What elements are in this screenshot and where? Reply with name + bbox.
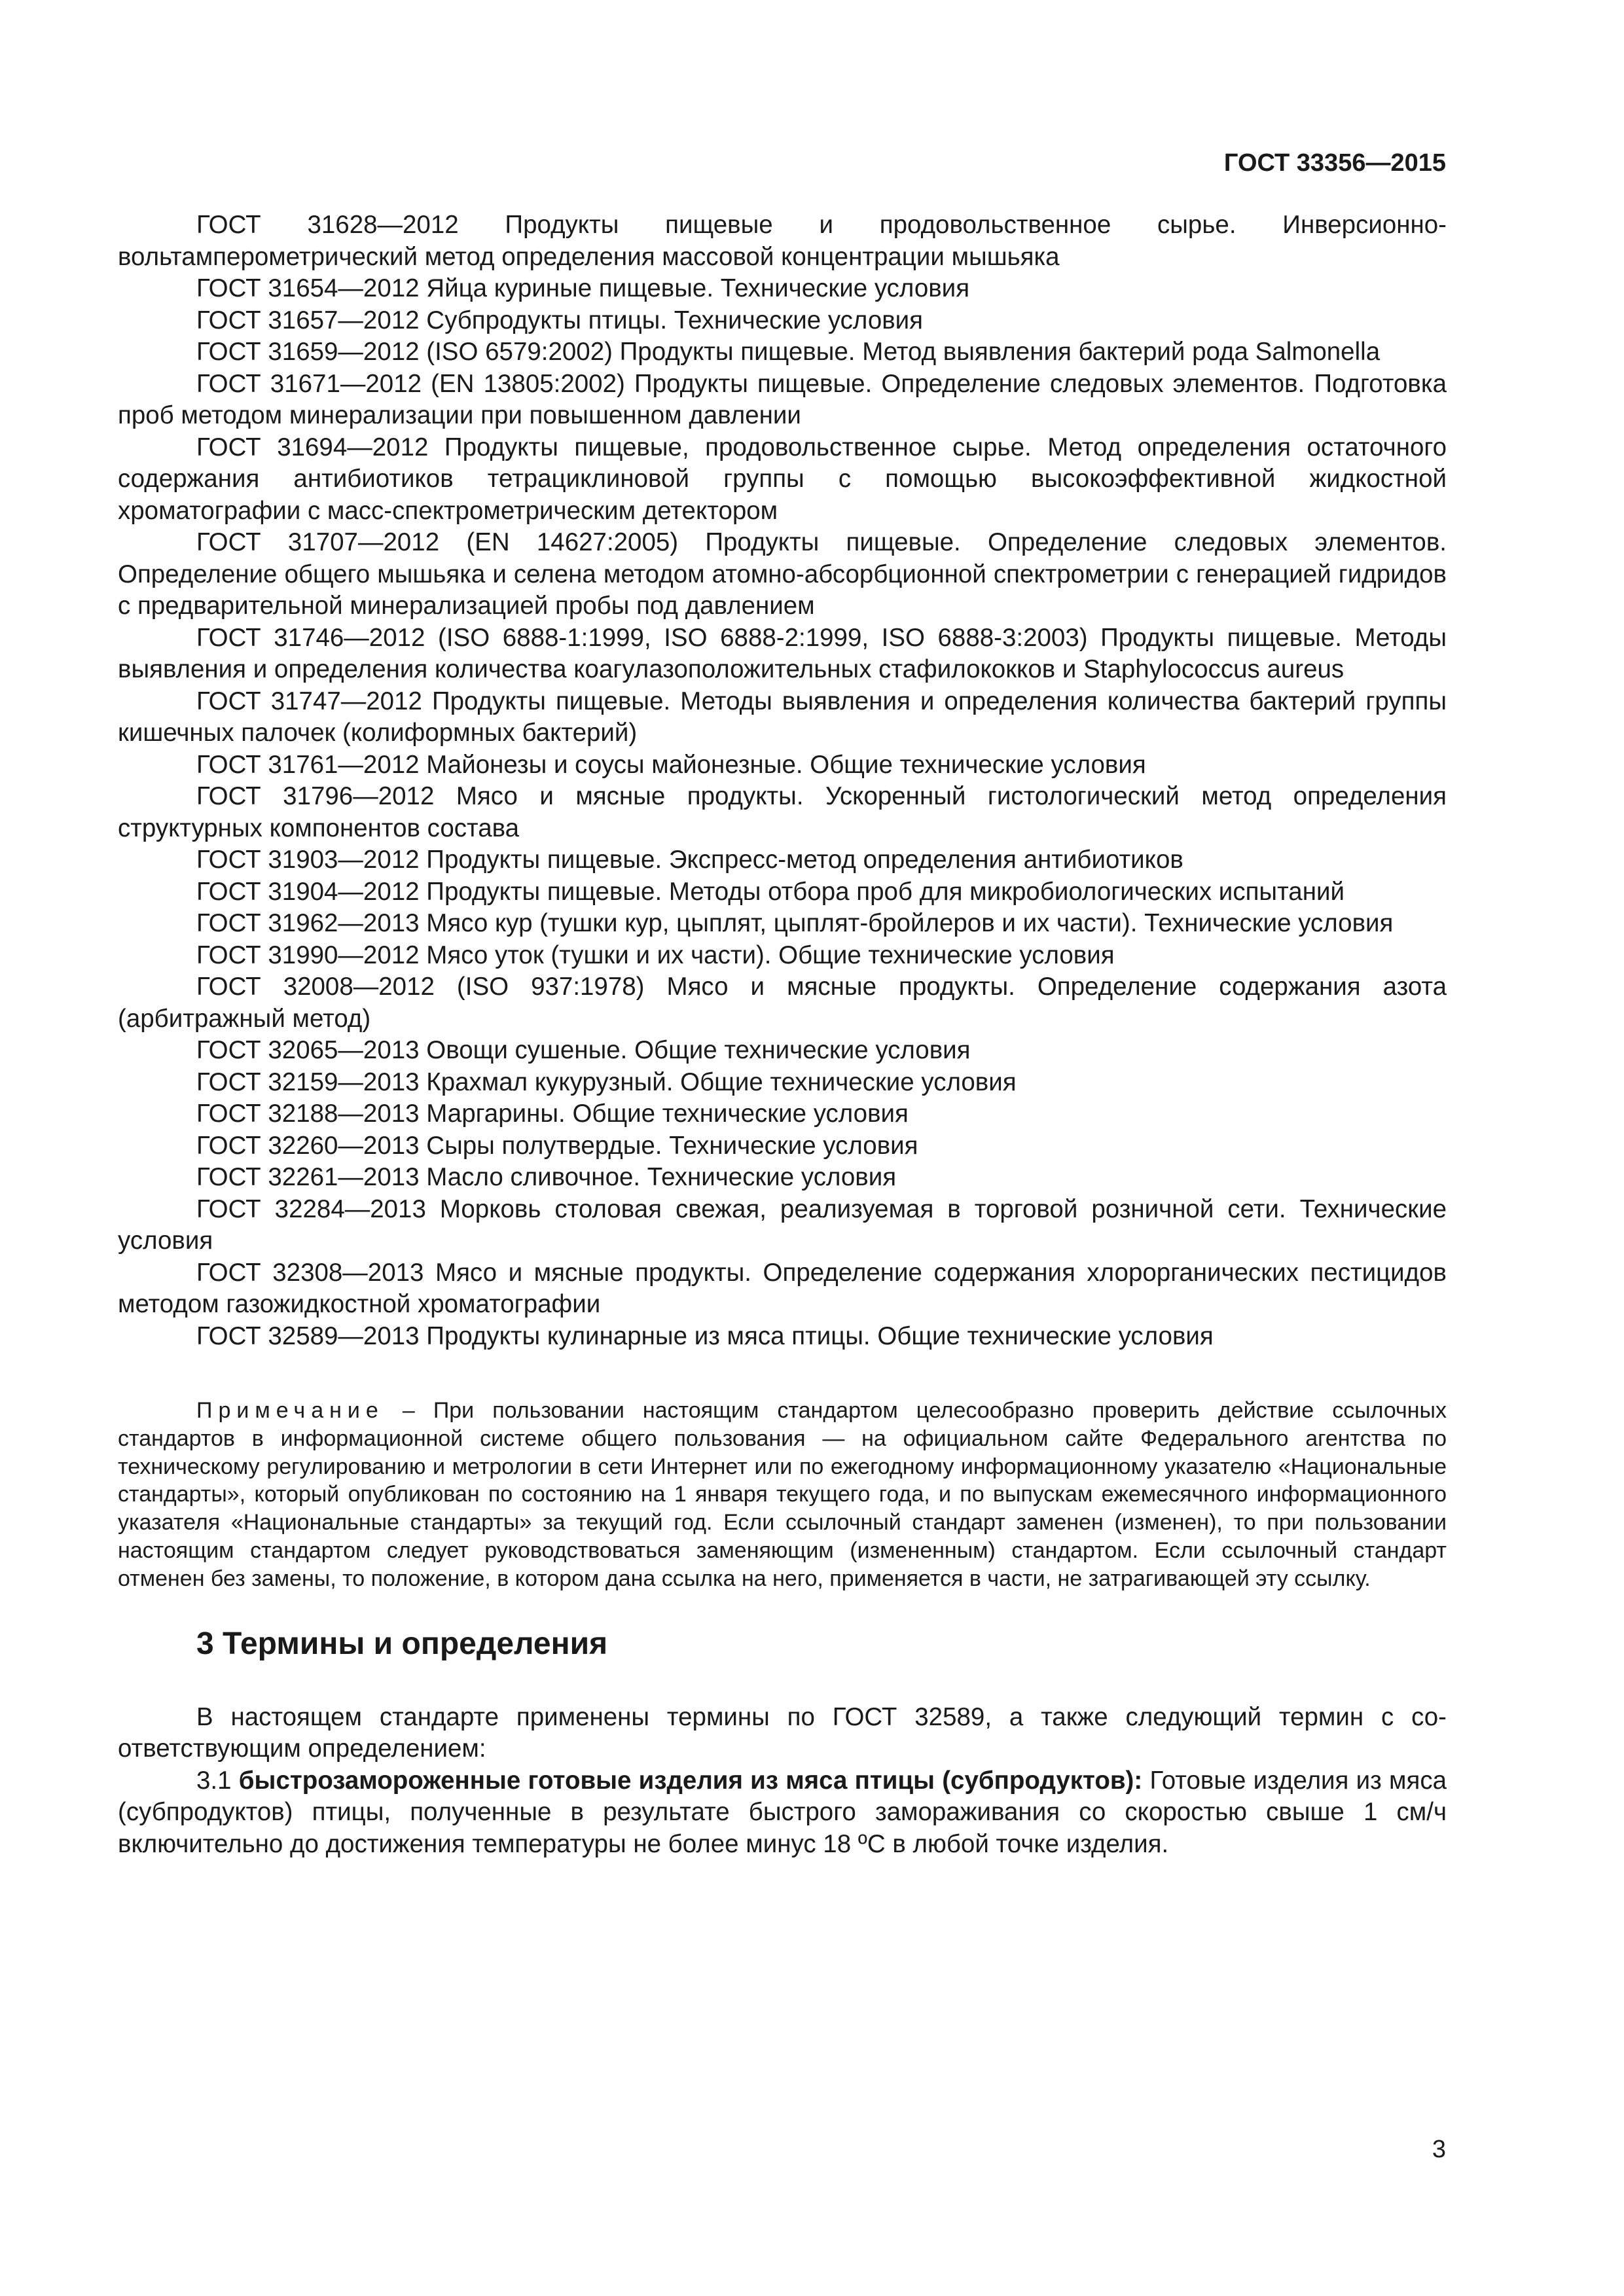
reference-item: ГОСТ 31904—2012 Продукты пищевые. Методы отбора проб для микробиологических испытаний: [196, 877, 1344, 906]
reference-item: ГОСТ 31694—2012 Продукты пищевые, продовольственное сырье. Метод определения остаточного содержания антибиотиков тетрациклиновой группы с помощью высокоэффективной жидкостной хроматографии с масс-спектрометрическим детектором: [118, 433, 1447, 525]
reference-item: ГОСТ 31761—2012 Майонезы и соусы майонезные. Общие технические условия: [196, 750, 1146, 779]
reference-item: ГОСТ 32308—2013 Мясо и мясные продукты. Определение содержания хлорорганических пестицидов методом газожидкостной хроматографии: [118, 1258, 1447, 1318]
reference-item: ГОСТ 31962—2013 Мясо кур (тушки кур, цыплят, цыплят-бройлеров и их части). Технические условия: [196, 909, 1394, 937]
reference-item: ГОСТ 31654—2012 Яйца куриные пищевые. Технические условия: [196, 274, 970, 302]
note-label: Примечание: [196, 1398, 384, 1423]
reference-item: ГОСТ 31903—2012 Продукты пищевые. Экспресс-метод определения антибиотиков: [196, 846, 1183, 874]
section-3-title: 3 Термины и определения: [196, 1626, 608, 1661]
reference-item: ГОСТ 32159—2013 Крахмал кукурузный. Общие технические условия: [196, 1067, 1017, 1096]
reference-item: ГОСТ 32188—2013 Маргарины. Общие технические условия: [196, 1100, 909, 1128]
document-code-header: ГОСТ 33356—2015: [1223, 149, 1446, 177]
reference-item: ГОСТ 31746—2012 (ISO 6888-1:1999, ISO 6888-2:1999, ISO 6888-3:2003) Продукты пищевые. Методы выявления и определения количества коагулазоположительных стафилококков и Staphylococcus aureus: [118, 623, 1447, 683]
reference-item: ГОСТ 31657—2012 Субпродукты птицы. Технические условия: [196, 306, 924, 334]
reference-item: ГОСТ 32261—2013 Масло сливочное. Технические условия: [196, 1163, 897, 1191]
reference-item: ГОСТ 31796—2012 Мясо и мясные продукты. Ускоренный гистологический метод определения структурных компонентов состава: [118, 782, 1447, 842]
reference-item: ГОСТ 32008—2012 (ISO 937:1978) Мясо и мясные продукты. Определение содержания азота (арбитражный метод): [118, 973, 1447, 1033]
definition-number: 3.1: [196, 1766, 232, 1795]
page-content: [118, 209, 1447, 1860]
definition-3-1: [118, 1765, 1447, 1861]
reference-item: ГОСТ 31671—2012 (EN 13805:2002) Продукты пищевые. Определение следовых элементов. Подготовка проб методом минерализации при повышенном давлении: [118, 369, 1447, 429]
definition-text: Готовые изделия из мяса (субпродуктов) птицы, полученные в результате быстрого замораживания со скоростью свыше 1 см/ч включительно до достижения температуры не более минус 18 ºC в любой точке изделия.: [118, 1766, 1447, 1858]
reference-item: ГОСТ 32589—2013 Продукты кулинарные из мяса птицы. Общие технические условия: [196, 1321, 1214, 1350]
page-number: 3: [1432, 2136, 1446, 2163]
reference-item: ГОСТ 31990—2012 Мясо уток (тушки и их части). Общие технические условия: [196, 941, 1115, 969]
note-text: – При пользовании настоящим стандартом целесообразно проверить действие ссылочных стандартов в информационной системе общего пользования — на официальном сайте Федерального агентства по техническому регулированию и метрологии в сети Интернет или по ежегодному информационному указателю «Национальные стандарты», который опубликован по состоянию на 1 января текущего года, и по выпускам ежемесячного информационного указателя «Национальные стандарты» за текущий год. Если ссылочный стандарт заменен (изменен), то при пользовании настоящим стандартом следует руководствоваться заменяющим (измененным) стандартом. Если ссылочный стандарт отменен без замены, то положение, в котором дана ссылка на него, применяется в части, не затрагивающей эту ссылку.: [118, 1398, 1447, 1591]
reference-item: ГОСТ 31747—2012 Продукты пищевые. Методы выявления и определения количества бактерий группы кишечных палочек (колиформных бактерий): [118, 687, 1447, 747]
definition-term: быстрозамороженные готовые изделия из мяса птицы (субпродуктов):: [238, 1766, 1143, 1795]
reference-item: ГОСТ 31659—2012 (ISO 6579:2002) Продукты пищевые. Метод выявления бактерий рода Salmonella: [196, 338, 1380, 366]
section-3-intro: В настоящем стандарте применены термины по ГОСТ 32589, а также следующий термин с соответствующим определением:: [118, 1702, 1447, 1763]
references-note: [118, 1397, 1447, 1593]
reference-item: ГОСТ 32260—2013 Сыры полутвердые. Технические условия: [196, 1131, 918, 1160]
reference-item: ГОСТ 32284—2013 Морковь столовая свежая, реализуемая в торговой розничной сети. Технические условия: [118, 1194, 1447, 1255]
reference-item: ГОСТ 32065—2013 Овощи сушеные. Общие технические условия: [196, 1036, 971, 1064]
normative-references-list: [118, 209, 1447, 1352]
reference-item: ГОСТ 31628—2012 Продукты пищевые и продовольственное сырье. Инверсионно-вольтамперометрический метод определения массовой концентрации мышьяка: [118, 211, 1447, 271]
reference-item: ГОСТ 31707—2012 (EN 14627:2005) Продукты пищевые. Определение следовых элементов. Определение общего мышьяка и селена методом атомно-абсорбционной спектрометрии с генерацией гидридов с предварительной минерализацией пробы под давлением: [118, 528, 1447, 620]
